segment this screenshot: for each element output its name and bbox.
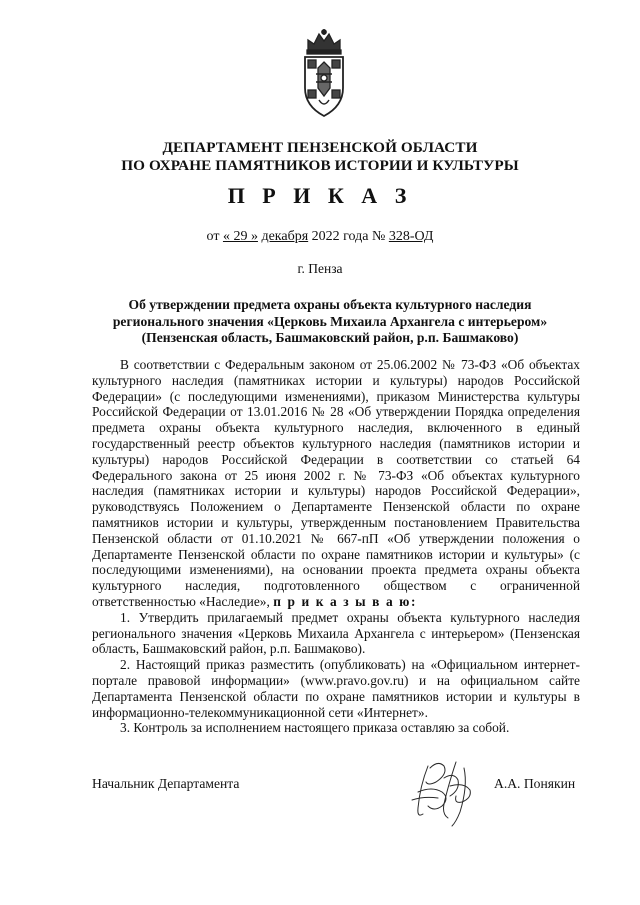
subject-line3: (Пензенская область, Башмаковский район, р.п. Башмаково) (141, 330, 519, 345)
handwritten-signature (398, 756, 484, 828)
date-prefix: от (206, 229, 220, 244)
city: г. Пенза (297, 261, 343, 276)
order-number: 328-ОД (388, 229, 434, 244)
department-name-line2: ПО ОХРАНЕ ПАМЯТНИКОВ ИСТОРИИ И КУЛЬТУРЫ (121, 157, 519, 174)
signatory-position: Начальник Департамента (92, 776, 240, 791)
order-item-3: 3. Контроль за исполнением настоящего приказа оставляю за собой. (120, 720, 510, 736)
date-year: 2022 года № (311, 229, 386, 244)
preamble-text: В соответствии с Федеральным законом от 25.06.2002 № 73-ФЗ «Об объектах культурного наследия (памятниках истории и культуры) народов Российской Федерации» (с последующими изменениями), приказом Министерства культуры Российской Федерации от 13.01.2016 № 28 «Об утверждении Порядка определения предмета охраны объекта культурного наследия, включенного в единый государственный реестр объектов культурного наследия (памятников истории и культуры) народов Российской Федерации в соответствии со статьей 64 Федерального закона от 25 июня 2002 г. № 73-ФЗ «Об объектах культурного наследия (памятниках истории и культуры) народов Российской Федерации», руководствуясь Положением о Департаменте Пензенской области по охране памятников истории и культуры, утвержденным постановлением Правительства Пензенской области от 01.10.2021 № 667-пП «Об утверждении положения о Департаменте Пензенской области по охране памятников истории и культуры» (с последующими изменениями), на основании проекта предмета охраны объекта культурного наследия, подготовленного обществом с ограниченной ответственностью «Наследие», (92, 357, 580, 609)
order-item-1: 1. Утвердить прилагаемый предмет охраны объекта культурного наследия регионального значения «Церковь Михаила Архангела с интерьером» (Пензенская область, Башмаковский район, р.п. Башмаково). (92, 609, 580, 657)
order-item-2: 2. Настоящий приказ разместить (опубликовать) на «Официальном интернет-портале правовой информации» (www.pravo.gov.ru) и на официальном сайте Департамента Пензенской области по охране памятников истории и культуры в информационно-телекоммуникационной сети «Интернет». (92, 657, 580, 720)
preamble-paragraph (92, 357, 580, 610)
date-day: « 29 » (222, 229, 258, 244)
order-word: п р и к а з ы в а ю: (273, 593, 418, 609)
order-subject (110, 297, 550, 347)
subject-line2: регионального значения «Церковь Михаила Архангела с интерьером» (112, 313, 548, 329)
penza-coat-of-arms-icon (294, 28, 354, 120)
date-month: декабря (261, 229, 309, 244)
order-title: П Р И К А З (227, 183, 413, 208)
department-name-line1: ДЕПАРТАМЕНТ ПЕНЗЕНСКОЙ ОБЛАСТИ (162, 139, 478, 156)
signatory-name: А.А. Понякин (494, 776, 576, 791)
subject-line1: Об утверждении предмета охраны объекта культурного наследия (128, 297, 532, 312)
order-body (92, 357, 580, 736)
order-date-number (0, 229, 640, 245)
